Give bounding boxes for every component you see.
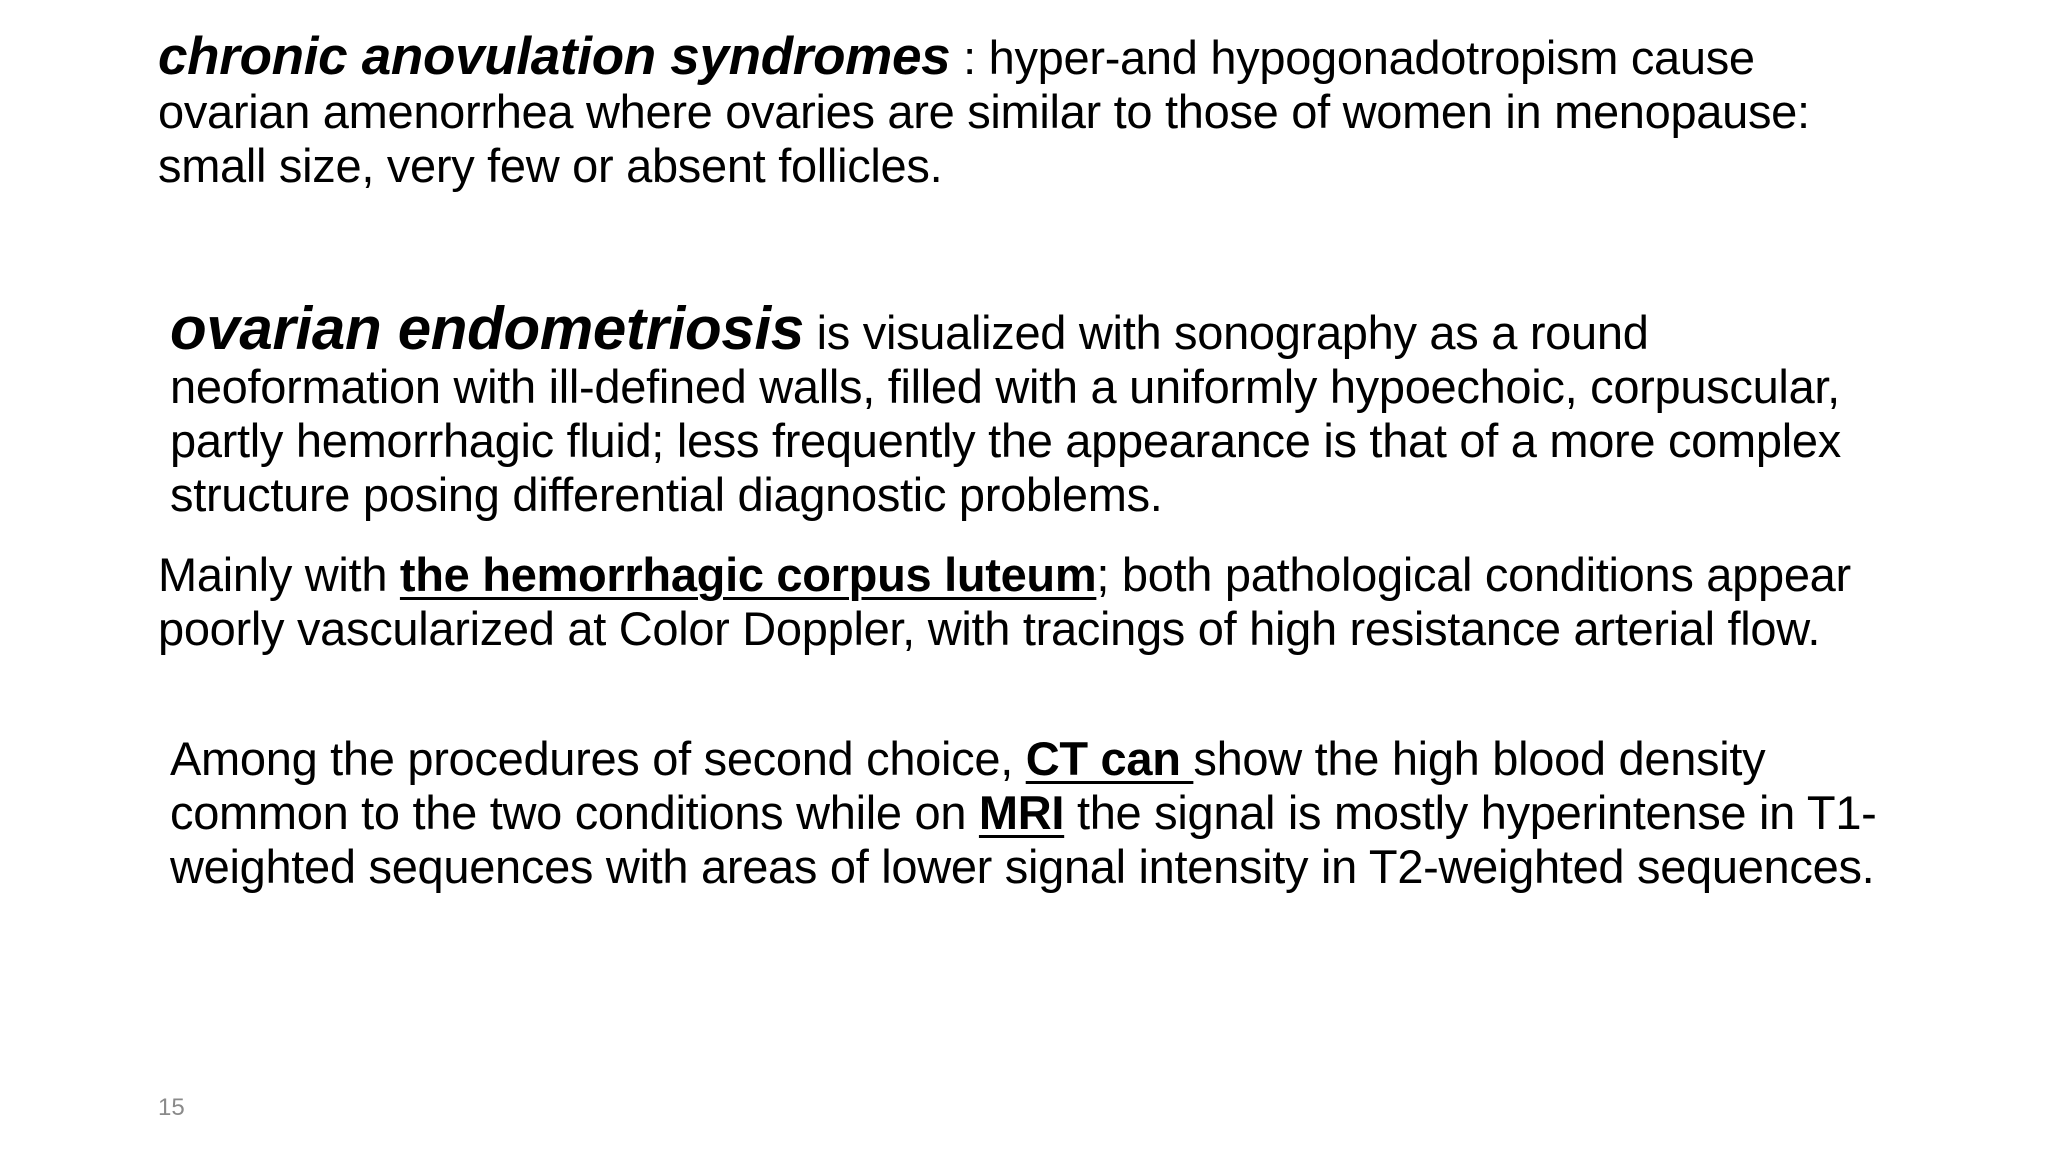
paragraph-2-text: is visualized with sonography as a round neoformation with ill-defined walls, filled with a uniformly hypoechoic, corpuscular, partly hemorrhagic fluid; less frequently the appearance is that of a more complex structure posing differential diagnostic problems. [170,306,1841,521]
paragraph-hemorrhagic-corpus-luteum [158,548,1918,656]
highlight-ct-can: CT can [1025,732,1194,785]
highlight-hemorrhagic-corpus-luteum: the hemorrhagic corpus luteum [399,548,1097,601]
paragraph-3-text: ; both pathological conditions appear poorly vascularized at Color Doppler, with tracings of high resistance arterial flow. [158,548,1851,655]
paragraph-second-choice-procedures [158,732,1930,894]
paragraph-chronic-anovulation [158,27,1918,193]
paragraph-4-lead: Among the procedures of second choice, [170,732,1026,785]
paragraph-1-text: : hyper-and hypogonadotropism cause ovarian amenorrhea where ovaries are similar to those of women in menopause: small size, very few or absent follicles. [158,31,1810,192]
page-number: 15 [158,1094,185,1121]
term-ovarian-endometriosis: ovarian endometriosis [170,295,804,362]
paragraph-3-lead: Mainly with [158,548,400,601]
paragraph-4-middle: show the high blood density common to the two conditions while on [170,732,1766,839]
term-chronic-anovulation-syndromes: chronic anovulation syndromes [158,27,951,86]
highlight-mri: MRI [978,786,1065,839]
paragraph-4-text: the signal is mostly hyperintense in T1-weighted sequences with areas of lower signal intensity in T2-weighted sequences. [170,786,1877,893]
paragraph-ovarian-endometriosis [158,295,1930,522]
